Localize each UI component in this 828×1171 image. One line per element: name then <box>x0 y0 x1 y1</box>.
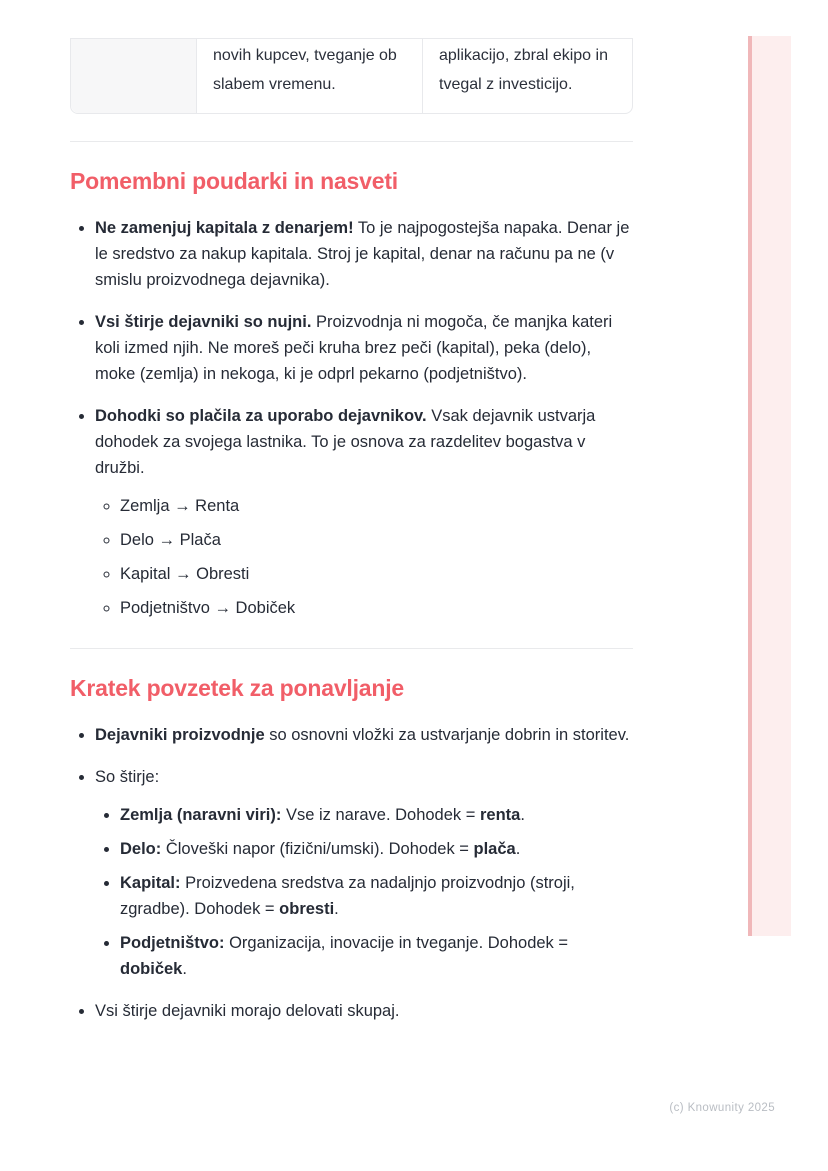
list-item <box>120 870 633 922</box>
list-item <box>95 764 633 982</box>
list-item <box>120 836 633 862</box>
table-cell-example-2: aplikacijo, zbral ekipo in tvegal z investicijo. <box>439 47 608 93</box>
table-cell-row-header <box>71 39 197 113</box>
list-item-text: Kapital: Proizvedena sredstva za nadaljnjo proizvodnjo (stroji, zgradbe). Dohodek = obresti. <box>120 874 575 918</box>
list-item <box>120 595 633 621</box>
list-item <box>95 403 633 621</box>
list-item-text: Podjetništvo: Organizacija, inovacije in tveganje. Dohodek = dobiček. <box>120 934 569 978</box>
list-item-text: Delo: Človeški napor (fizični/umski). Dohodek = plača. <box>120 840 521 858</box>
section-divider <box>70 648 633 649</box>
list-item-text: Dejavniki proizvodnje so osnovni vložki za ustvarjanje dobrin in storitev. <box>95 726 630 744</box>
list-item <box>95 998 633 1024</box>
list-item-text: Vsi štirje dejavniki morajo delovati skupaj. <box>95 1002 400 1020</box>
list-item-text: Ne zamenjuj kapitala z denarjem! To je najpogostejša napaka. Denar je le sredstvo za nakup kapitala. Stroj je kapital, denar na računu pa ne (v smislu proizvodnega dejavnika). <box>95 219 630 289</box>
list-item-text: Zemlja → Renta <box>120 497 240 515</box>
factors-list <box>95 802 633 982</box>
list-item <box>95 722 633 748</box>
list-item <box>120 527 633 553</box>
list-item-text: So štirje: <box>95 768 160 786</box>
list-item <box>120 930 633 982</box>
list-item-text: Zemlja (naravni viri): Vse iz narave. Dohodek = renta. <box>120 806 525 824</box>
list-item <box>95 309 633 387</box>
section-divider <box>70 141 633 142</box>
table-cell-example-1: novih kupcev, tveganje ob slabem vremenu. <box>197 39 423 113</box>
comparison-table-fragment <box>70 38 633 114</box>
income-mapping-list <box>95 493 633 621</box>
list-item-text: Dohodki so plačila za uporabo dejavnikov. Vsak dejavnik ustvarja dohodek za svojega lastnika. To je osnova za razdelitev bogastva v družbi. <box>95 407 596 477</box>
list-item-text: Delo → Plača <box>120 531 221 549</box>
list-item <box>120 493 633 519</box>
document-content <box>70 0 633 1024</box>
side-accent-bar <box>748 36 791 936</box>
footer-credit: (c) Knowunity 2025 <box>669 1102 775 1114</box>
list-item-text: Vsi štirje dejavniki so nujni. Proizvodnja ni mogoča, če manjka kateri koli izmed njih. Ne moreš peči kruha brez peči (kapital), peka (delo), moke (zemlja) in nekoga, ki je odprl pekarno (podjetništvo). <box>95 313 613 383</box>
list-item <box>95 215 633 293</box>
highlights-list <box>70 215 633 621</box>
summary-list <box>70 722 633 1024</box>
section-heading-povzetek: Kratek povzetek za ponavljanje <box>70 675 405 701</box>
section-heading-poudarki: Pomembni poudarki in nasveti <box>70 168 398 194</box>
list-item-text: Podjetništvo → Dobiček <box>120 599 296 617</box>
list-item-text: Kapital → Obresti <box>120 565 250 583</box>
list-item <box>120 561 633 587</box>
list-item <box>120 802 633 828</box>
